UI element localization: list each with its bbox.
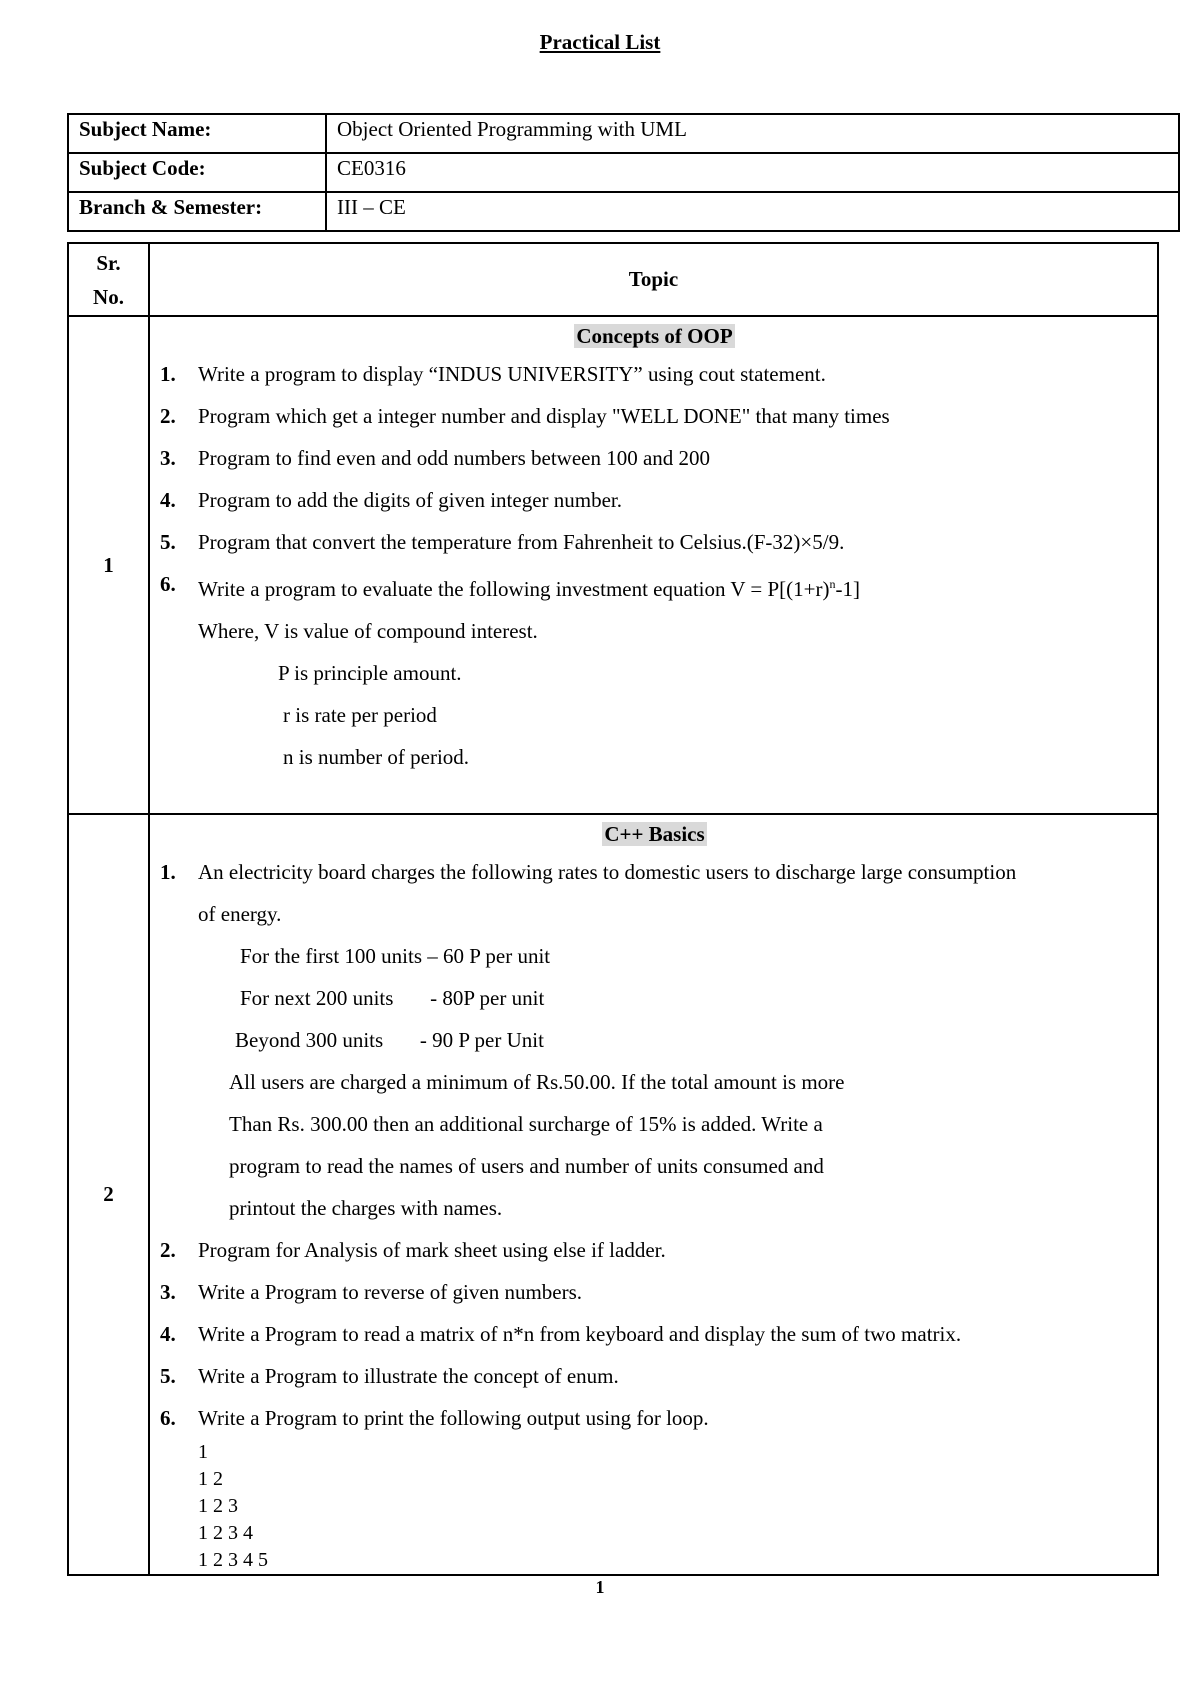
subject-name-value: Object Oriented Programming with UML [326,114,1179,153]
subject-name-label: Subject Name: [68,114,326,153]
topic-cell [149,316,1158,814]
table-header-row [68,243,1158,316]
list-item [160,479,1149,521]
pattern-line: 1 [198,1441,208,1463]
item-text: Program for Analysis of mark sheet using else if ladder. [198,1238,666,1262]
item-text: Program to add the digits of given integer number. [198,488,622,512]
item-number: 4. [160,488,176,512]
item-number: 6. [160,572,176,596]
item-number: 2. [160,404,176,428]
rate-line: For the first 100 units – 60 P per unit [240,944,551,968]
sr-header-line1: Sr. [96,250,121,275]
pattern-line: 1 2 [198,1468,223,1490]
page-number: 1 [595,1577,605,1597]
note-line: r is rate per period [283,703,437,727]
item-text: Program that convert the temperature from Fahrenheit to Celsius.(F-32)×5/9. [198,530,845,554]
section-heading-text: Concepts of OOP [576,324,733,348]
item-number: 1. [160,362,176,386]
list-item [160,395,1149,437]
paragraph-line: printout the charges with names. [229,1196,503,1220]
equation-tail: -1] [835,577,860,601]
list-item [160,521,1149,563]
item-number: 5. [160,1364,176,1388]
branch-semester-row [68,192,1179,231]
pattern-line: 1 2 3 4 5 [198,1549,268,1571]
sr-number: 1 [68,316,149,814]
item-number: 3. [160,446,176,470]
item-number: 5. [160,530,176,554]
rate-line: Beyond 300 units - 90 P per Unit [235,1028,544,1052]
item-number: 3. [160,1280,176,1304]
table-row [68,316,1158,814]
topic-header: Topic [149,243,1158,316]
subject-name-row [68,114,1179,153]
item-text: An electricity board charges the following rates to domestic users to discharge large consumption [198,860,1017,884]
sr-no-header [68,243,149,316]
subject-info-table [67,113,1180,232]
item-text: Program which get a integer number and display "WELL DONE" that many times [198,404,890,428]
rate-line: For next 200 units - 80P per unit [240,986,545,1010]
list-item [160,1397,1149,1439]
paragraph-line: Than Rs. 300.00 then an additional surcharge of 15% is added. Write a [229,1112,823,1136]
paragraph-line: All users are charged a minimum of Rs.50.00. If the total amount is more [229,1070,845,1094]
list-item [160,1271,1149,1313]
note-line: n is number of period. [283,745,470,769]
item-text: Write a Program to illustrate the concept of enum. [198,1364,619,1388]
pattern-line: 1 2 3 [198,1495,238,1517]
paragraph-line: program to read the names of users and number of units consumed and [229,1154,824,1178]
page-title: Practical List [539,30,661,54]
branch-semester-value: III – CE [326,192,1179,231]
subject-code-label: Subject Code: [68,153,326,192]
item-text: Write a program to display “INDUS UNIVERSITY” using cout statement. [198,362,826,386]
item-text: Write a Program to read a matrix of n*n from keyboard and display the sum of two matrix. [198,1322,962,1346]
item-number: 2. [160,1238,176,1262]
subject-code-value: CE0316 [326,153,1179,192]
list-item [160,1355,1149,1397]
subject-code-row [68,153,1179,192]
topic-cell [149,814,1158,1575]
item-text: Program to find even and odd numbers between 100 and 200 [198,446,711,470]
section-heading [160,817,1149,851]
sr-header-line2: No. [93,284,124,309]
note-line: P is principle amount. [278,661,462,685]
table-row [68,814,1158,1575]
item-number: 6. [160,1406,176,1430]
item-text [198,563,860,610]
equation-text: Write a program to evaluate the following investment equation V = P[(1+r) [198,577,830,601]
pattern-line: 1 2 3 4 [198,1522,253,1544]
item-text: Write a Program to reverse of given numbers. [198,1280,583,1304]
sr-number: 2 [68,814,149,1575]
item-continuation: of energy. [198,902,282,926]
list-item [160,563,1149,610]
section-heading-text: C++ Basics [604,822,705,846]
branch-semester-label: Branch & Semester: [68,192,326,231]
list-item [160,851,1149,893]
note-line: Where, V is value of compound interest. [198,619,538,643]
list-item [160,437,1149,479]
item-number: 4. [160,1322,176,1346]
list-item [160,1313,1149,1355]
practical-list-table [67,242,1159,1576]
section-heading [160,319,1149,353]
list-item [160,353,1149,395]
list-item [160,1229,1149,1271]
item-text: Write a Program to print the following output using for loop. [198,1406,709,1430]
equation-exponent: n [829,577,836,591]
item-number: 1. [160,860,176,884]
